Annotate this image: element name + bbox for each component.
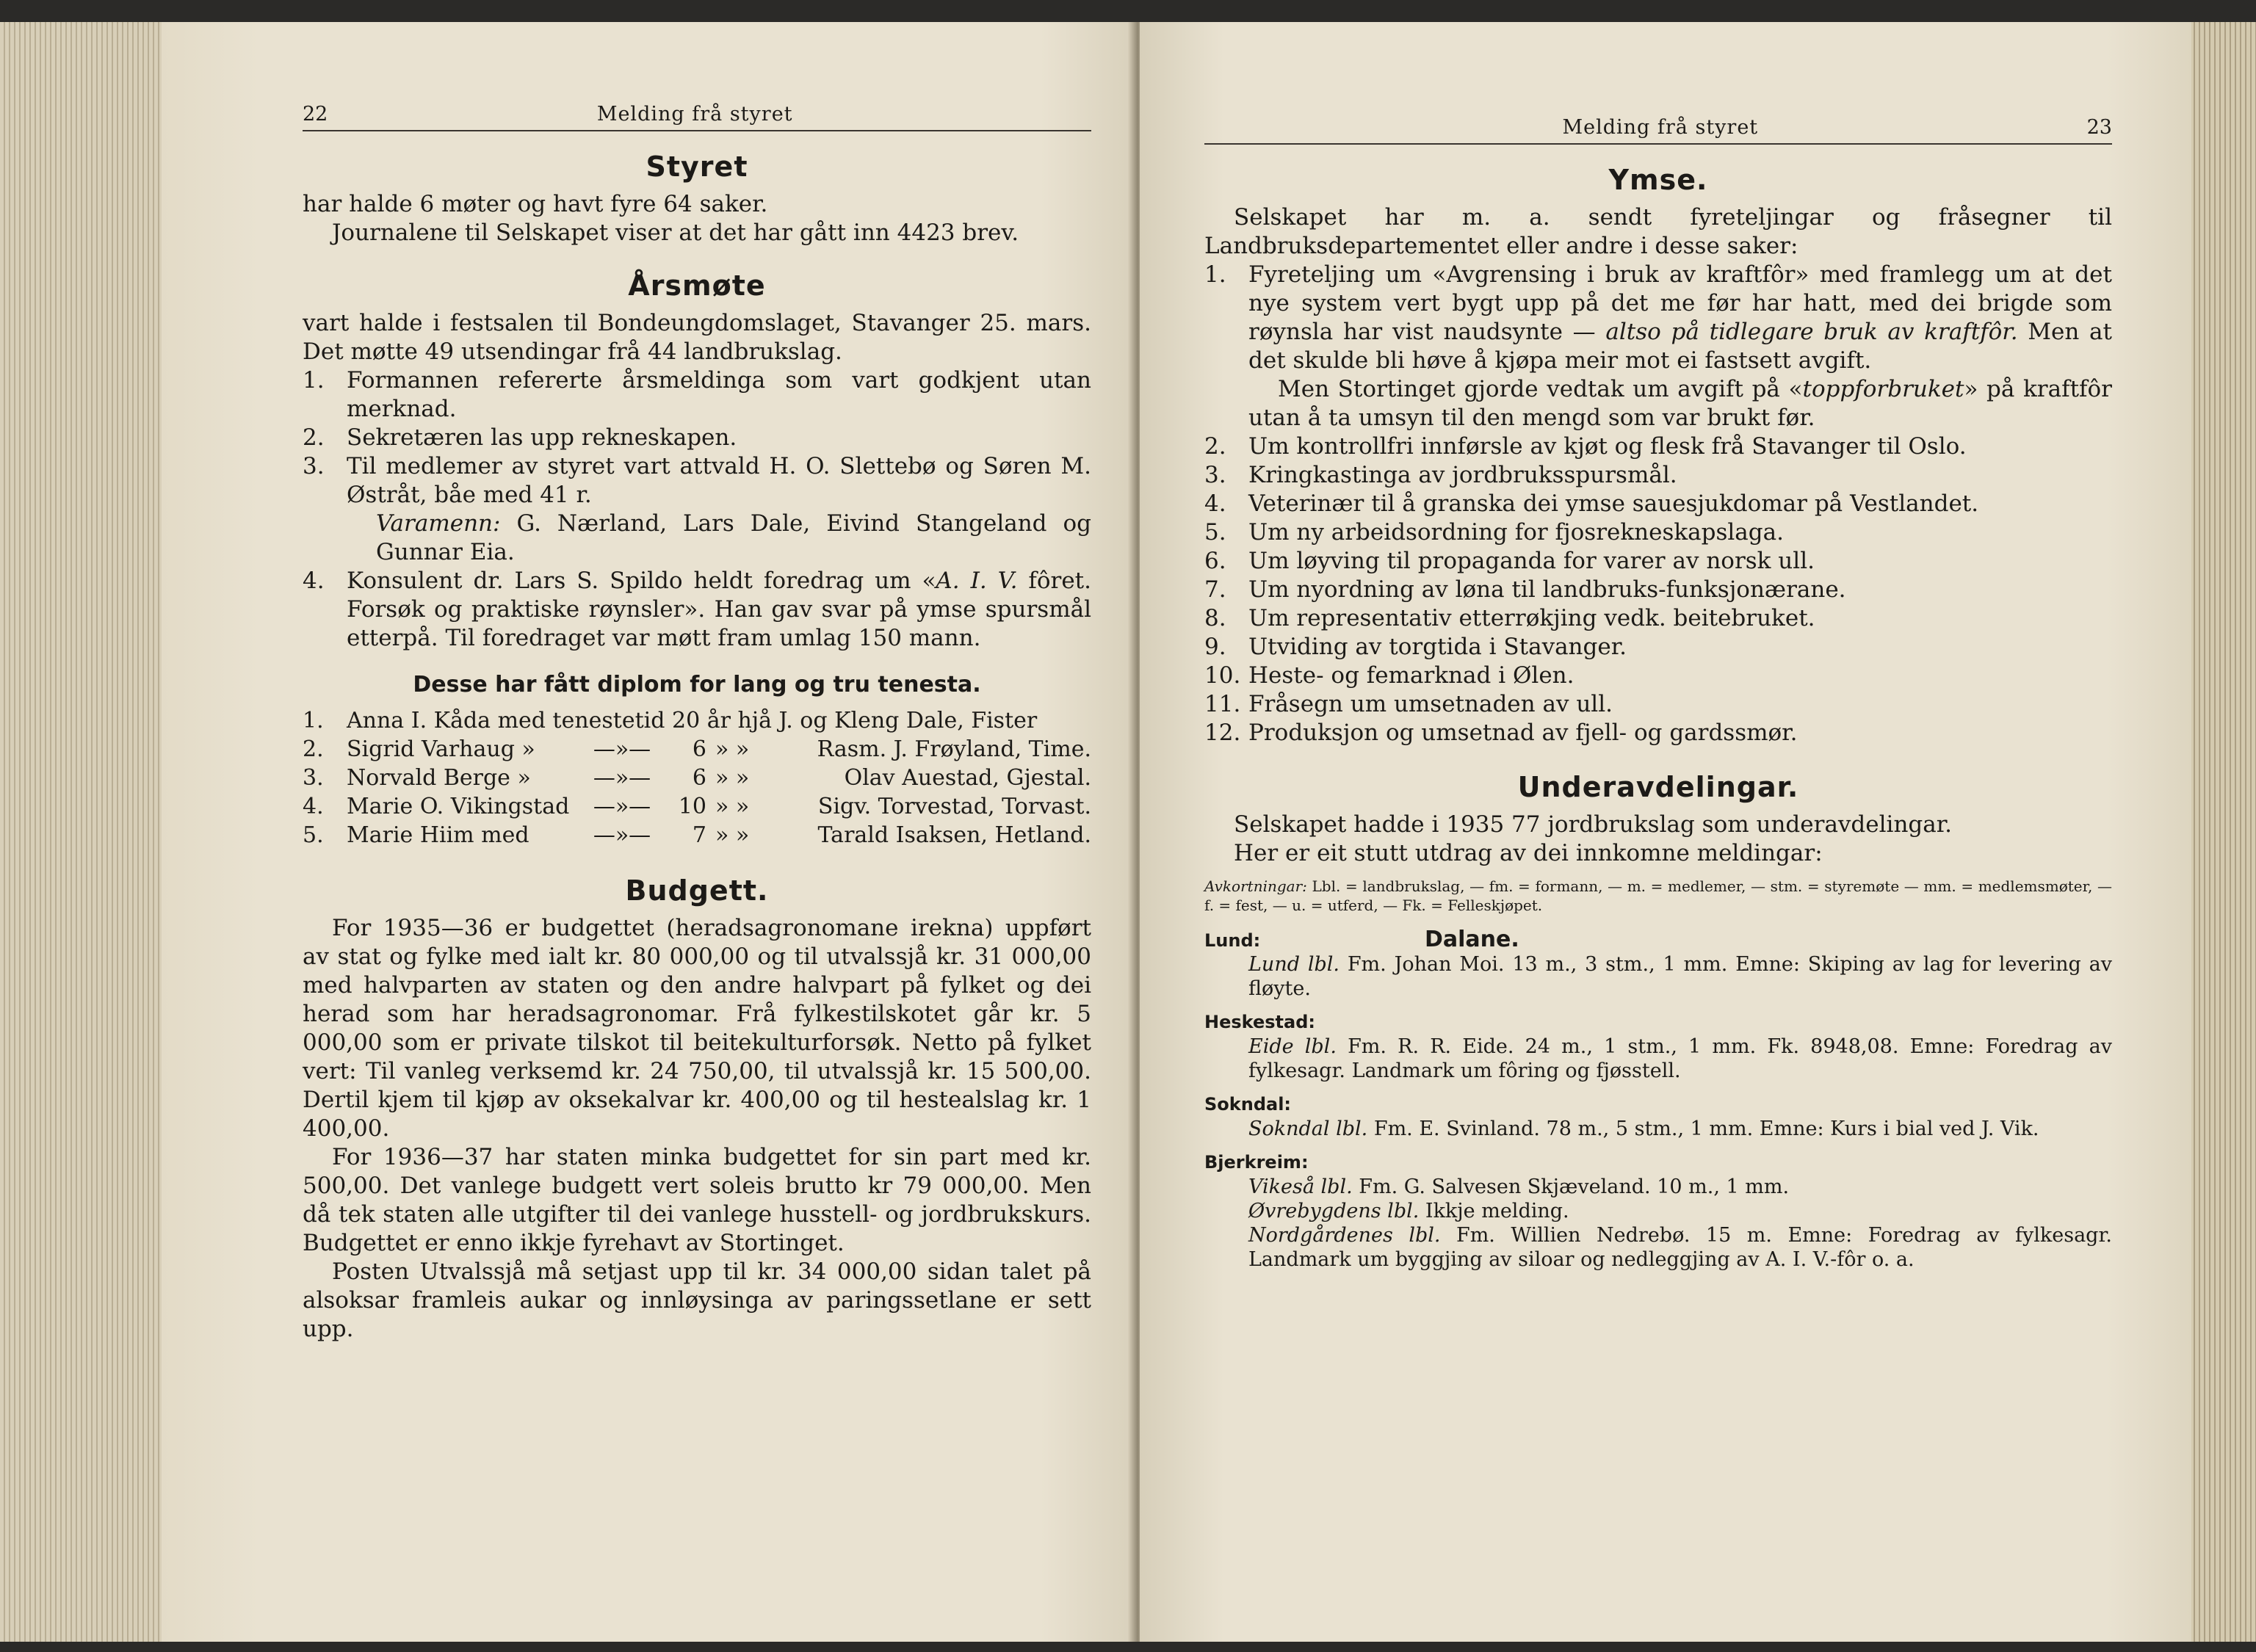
right-page [1140,22,2191,1642]
running-head-right: Melding frå styret [1562,116,1759,139]
diplom-name: Marie O. Vikingstad [347,794,570,819]
item-number: 3. [1204,462,1226,488]
arsmote-item [303,567,1091,653]
diplom-years: 6 [692,765,706,791]
item-text: Um kontrollfri innførsle av kjøt og flesk frå Stavanger til Oslo. [1248,433,1967,460]
arsmote-heading: Årsmøte [628,269,766,302]
lag-text: Fm. E. Svinland. 78 m., 5 stm., 1 mm. Emne: Kurs i bial ved J. Vik. [1367,1117,2039,1140]
diplom-ditto: —»— [593,736,651,762]
diplom-num: 2. [303,736,324,762]
budgett-paragraph: For 1936—37 har staten minka budgettet for sin part med kr. 500,00. Det vanlege budgett vert soleis brutto kr 79 000,00. Men då tek staten alle utgifter til dei vanlege husstell- og jordbrukskurs. Budgettet er enno ikkje fyrehavt av Stortinget. [303,1144,1091,1256]
lag-name: Nordgårdenes lbl. [1248,1224,1441,1247]
ymse-item [1204,461,2112,490]
running-head-left: Melding frå styret [596,103,793,126]
diplom-row [303,706,1091,735]
ymse-item [1204,490,2112,518]
item-text: Um løyving til propaganda for varer av norsk ull. [1248,548,1815,574]
lag-text: Fm. Johan Moi. 13 m., 3 stm., 1 mm. Emne: Skiping av lag for levering av fløyte. [1248,953,2112,1000]
lag-name: Vikeså lbl. [1248,1175,1353,1198]
diplom-num: 5. [303,822,324,848]
diplom-name: Sigrid Varhaug » [347,736,535,762]
item-text: Fråsegn um umsetnaden av ull. [1248,691,1613,717]
item-number: 2. [1204,433,1226,460]
diplom-row [303,735,1091,764]
lag-name: Sokndal lbl. [1248,1117,1368,1140]
municipality-label: Sokndal: [1204,1094,1292,1115]
diplom-employer: Olav Auestad, Gjestal. [844,765,1091,791]
left-page-header [303,103,1091,131]
diplom-ditto: » » [715,765,750,791]
ymse-item [1204,518,2112,547]
varamenn-text: G. Nærland, Lars Dale, Eivind Stangeland og Gunnar Eia. [376,510,1091,565]
item1-cont-pre: Men Stortinget gjorde vedtak um avgift på « [1278,376,1803,402]
book-page-edges-right [2190,22,2256,1642]
diplom-name: Marie Hiim med [347,822,529,848]
diplom-ditto: —»— [593,822,651,848]
district-row [1204,927,2112,952]
varamenn-label: Varamenn: [376,510,501,537]
item-number: 9. [1204,634,1226,660]
lag-entry [1204,1199,2112,1223]
item-number: 11. [1204,691,1241,717]
item4-text-post: fôret. Forsøk og praktiske røynsler». Han gav svar på ymse spursmål etterpå. Til foredraget var møtt fram umlag 150 mann. [347,568,1091,651]
item4-italic: A. I. V. [936,568,1018,594]
diplom-num: 3. [303,765,324,791]
lag-text: Fm. G. Salvesen Skjæveland. 10 m., 1 mm. [1352,1175,1790,1198]
diplom-ditto: —»— [593,794,651,819]
arsmote-intro: vart halde i festsalen til Bondeungdomslaget, Stavanger 25. mars. Det møtte 49 utsendingar frå 44 landbrukslag. [303,310,1091,365]
ymse-item [1204,662,2112,690]
item-text: Um ny arbeidsordning for fjosrekneskapslaga. [1248,519,1784,546]
diplom-ditto: » » [715,794,750,819]
item1-continuation [1248,375,2112,432]
styret-line-1: har halde 6 møter og havt fyre 64 saker. [303,191,768,217]
item-text: Heste- og femarknad i Ølen. [1248,662,1574,689]
municipality-label: Lund: [1204,930,1261,951]
item-number: 5. [1204,519,1226,546]
lag-text: Fm. R. R. Eide. 24 m., 1 stm., 1 mm. Fk. 8948,08. Emne: Foredrag av fylkesagr. Landmark um fôring og fjøsstell. [1248,1035,2112,1082]
ymse-item [1204,432,2112,461]
lag-text: Fm. Willien Nedrebø. 15 m. Emne: Foredrag av fylkesagr. Landmark um byggjing av siloar og nedleggjing av A. I. V.-fôr o. a. [1248,1224,2112,1271]
item1-italic: altso på tidlegare bruk av kraftfôr. [1605,319,2018,345]
item1-text-post: Men at det skulde bli høve å kjøpa meir mot ei fastsett avgift. [1248,319,2112,374]
district-title: Dalane. [1425,927,1519,952]
diplom-employer: Tarald Isaksen, Hetland. [817,822,1091,848]
diplom-row [303,821,1091,849]
ymse-item [1204,547,2112,576]
diplom-heading: Desse har fått diplom for lang og tru tenesta. [413,672,981,698]
item-text: Utviding av torgtida i Stavanger. [1248,634,1627,660]
item-number: 10. [1204,662,1241,689]
item-text: Um representativ etterrøkjing vedk. beitebruket. [1248,605,1815,631]
right-page-header [1204,116,2112,145]
item-text: Kringkastinga av jordbruksspursmål. [1248,462,1677,488]
municipality-label: Bjerkreim: [1204,1152,1309,1173]
ymse-item [1204,604,2112,633]
budgett-paragraph: Posten Utvalssjå må setjast upp til kr. 34 000,00 sidan talet på alsoksar framleis aukar og innløysinga av paringssetlane er sett upp. [303,1258,1091,1342]
arsmote-item [303,452,1091,567]
item-number: 2. [303,424,325,451]
styret-line-2: Journalene til Selskapet viser at det har gått inn 4423 brev. [332,220,1019,246]
lag-entry [1204,1223,2112,1272]
abbreviations-text: Lbl. = landbrukslag, — fm. = formann, — m. = medlemer, — stm. = styremøte — mm. = medlemsmøter, — f. = fest, — u. = utferd, — Fk. = Felleskjøpet. [1204,877,2112,914]
diplom-num: 1. [303,708,324,733]
underavdelingar-intro-line: Her er eit stutt utdrag av dei innkomne meldingar: [1234,840,1823,866]
item-number: 6. [1204,548,1226,574]
lag-name: Øvrebygdens lbl. [1248,1200,1420,1222]
underavdelingar-heading: Underavdelingar. [1517,771,1799,803]
ymse-item [1204,719,2112,747]
lag-name: Eide lbl. [1248,1035,1337,1058]
item-number: 12. [1204,720,1241,746]
item-text: Til medlemer av styret vart attvald H. O. Slettebø og Søren M. Østråt, båe med 41 r. [347,453,1091,508]
diplom-ditto: » » [715,736,750,762]
lag-text: Ikkje melding. [1419,1200,1569,1222]
diplom-years: 10 [678,794,706,819]
ymse-item [1204,690,2112,719]
ymse-heading: Ymse. [1608,164,1708,196]
item4-text-pre: Konsulent dr. Lars S. Spildo heldt foredrag um « [347,568,936,594]
diplom-years: 6 [692,736,706,762]
page-number-left: 22 [303,103,328,126]
book-page-edges-left [0,22,176,1642]
lag-entry [1204,1117,2112,1141]
varamenn-line [347,510,1091,567]
abbreviations-label: Avkortningar: [1204,877,1307,895]
lag-name: Lund lbl. [1248,953,1340,976]
page-number-right: 23 [2086,116,2112,139]
diplom-employer: Sigv. Torvestad, Torvast. [817,794,1091,819]
ymse-intro: Selskapet har m. a. sendt fyreteljingar og fråsegner til Landbruksdepartementet eller andre i desse saker: [1204,204,2112,259]
abbreviations [1204,877,2112,915]
lag-entry [1204,1175,2112,1199]
item-text: Veterinær til å granska dei ymse sauesjukdomar på Vestlandet. [1248,490,1979,517]
item1-text-pre: Fyreteljing um «Avgrensing i bruk av kraftfôr» med framlegg um at det nye system vert bygt upp på det me før har hatt, med dei brigde som røynsla har vist naudsynte — [1248,261,2112,345]
item-text: Formannen refererte årsmeldinga som vart godkjent utan merknad. [347,367,1091,422]
diplom-ditto: —»— [593,765,651,791]
styret-heading: Styret [646,151,748,183]
ymse-item [1204,633,2112,662]
lag-entry [1204,1035,2112,1083]
ymse-list [1204,261,2112,747]
diplom-row [303,792,1091,821]
diplom-text: Anna I. Kåda med tenestetid 20 år hjå J. og Kleng Dale, Fister [347,708,1038,733]
item-text: Sekretæren las upp rekneskapen. [347,424,737,451]
item-number: 8. [1204,605,1226,631]
arsmote-item [303,424,1091,452]
item-number: 7. [1204,576,1226,603]
item-text: Produksjon og umsetnad av fjell- og gardssmør. [1248,720,1798,746]
diplom-ditto: » » [715,822,750,848]
budgett-paragraph: For 1935—36 er budgettet (heradsagronomane irekna) uppført av stat og fylke med ialt kr. 80 000,00 og til utvalssjå kr. 31 000,00 med halvparten av staten og den andre halvpart på fylket og dei herad som har heradsagronomar. Frå fylkestilskotet går kr. 5 000,00 som er private tilskot til beitekulturforsøk. Netto på fylket vert: Til vanleg verksemd kr. 24 750,00, til utvalssjå kr. 15 500,00. Dertil kjem til kjøp av oksekalvar kr. 400,00 og til hestealslag kr. 1 400,00. [303,915,1091,1142]
diplom-row [303,764,1091,792]
item1-cont-italic: toppforbruket [1802,376,1964,402]
item-text: Um nyordning av løna til landbruks-funksjonærane. [1248,576,1846,603]
diplom-list [303,706,1091,849]
item-number: 4. [1204,490,1226,517]
item-number: 1. [303,367,325,394]
diplom-num: 4. [303,794,324,819]
arsmote-list [303,366,1091,653]
diplom-years: 7 [692,822,706,848]
arsmote-item [303,366,1091,424]
item-number: 4. [303,568,325,594]
ymse-item [1204,576,2112,604]
diplom-name: Norvald Berge » [347,765,531,791]
diplom-employer: Rasm. J. Frøyland, Time. [817,736,1091,762]
budgett-heading: Budgett. [625,874,769,907]
underavdelingar-intro-line: Selskapet hadde i 1935 77 jordbrukslag som underavdelingar. [1234,811,1953,838]
lag-entry [1204,952,2112,1001]
ymse-item [1204,261,2112,432]
left-page [162,22,1138,1642]
item-number: 3. [303,453,325,479]
item-number: 1. [1204,261,1226,288]
municipality-label: Heskestad: [1204,1012,1315,1032]
item1-cont-post: » på kraftfôr utan å ta umsyn til den mengd som var brukt før. [1248,376,2112,431]
